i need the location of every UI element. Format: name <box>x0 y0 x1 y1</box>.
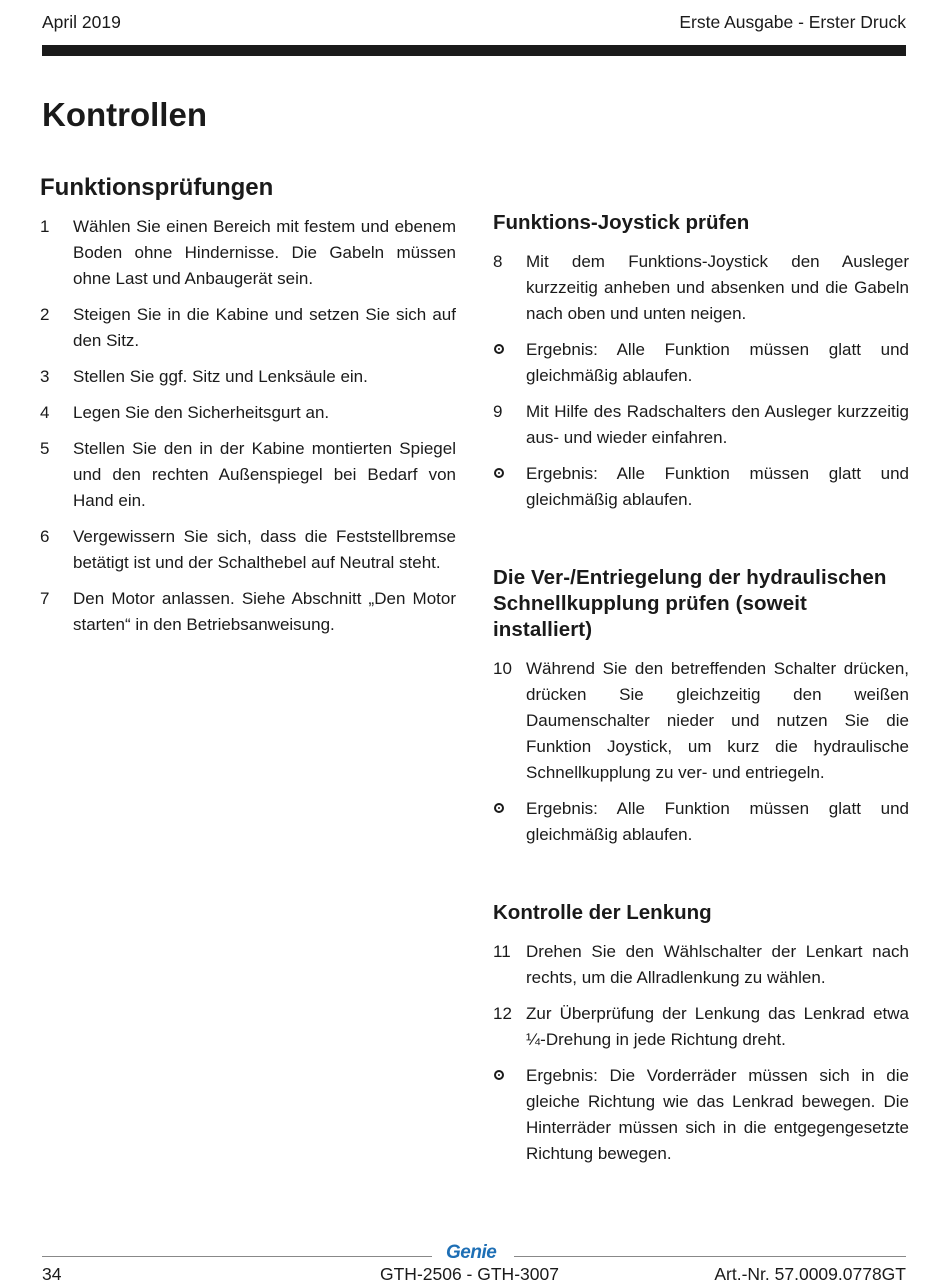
step-text: Drehen Sie den Wählschalter der Lenkart nach rechts, um die Allradlenkung zu wählen. <box>526 942 909 987</box>
result-text: Ergebnis: Alle Funktion müssen glatt und gleichmäßig ablaufen. <box>526 340 909 385</box>
result-item <box>493 1063 909 1167</box>
footer-part-number: Art.-Nr. 57.0009.0778GT <box>714 1264 906 1284</box>
right-column <box>493 210 909 1177</box>
subsection-title-joystick: Funktions-Joystick prüfen <box>493 211 750 234</box>
step-number: 12 <box>493 1004 512 1023</box>
step-text: Mit Hilfe des Radschalters den Ausleger kurzzeitig aus- und wieder einfahren. <box>526 402 909 447</box>
list-item <box>40 302 456 354</box>
list-item <box>40 214 456 292</box>
subsection-title-quick-coupling: Die Ver-/Entriegelung der hydraulischen Schnellkupplung prüfen (soweit installiert) <box>493 566 887 641</box>
step-number: 8 <box>493 252 503 271</box>
step-text: Legen Sie den Sicherheitsgurt an. <box>73 403 330 422</box>
step-number: 10 <box>493 659 512 678</box>
result-item <box>493 796 909 848</box>
step-number: 11 <box>493 942 511 961</box>
result-bullet-icon <box>493 337 526 389</box>
footer-rule-right <box>514 1256 906 1257</box>
step-text: Während Sie den betreffenden Schalter drücken, drücken Sie gleichzeitig den weißen Daumenschalter nieder und nutzen Sie die Funktion Joystick, um kurz die hydraulische Schnellkupplung zu ver- und entriegeln. <box>526 659 909 782</box>
step-number: 6 <box>40 527 50 546</box>
subsection-title-steering: Kontrolle der Lenkung <box>493 901 712 924</box>
step-text: Den Motor anlassen. Siehe Abschnitt „Den Motor starten“ in den Betriebsanweisung. <box>73 589 456 634</box>
step-number: 2 <box>40 305 50 324</box>
footer-rule-left <box>42 1256 432 1257</box>
section-title-function-tests: Funktionsprüfungen <box>40 174 274 201</box>
step-number: 5 <box>40 439 50 458</box>
footer-models: GTH-2506 - GTH-3007 <box>380 1264 559 1284</box>
list-item <box>493 656 909 786</box>
step-number: 3 <box>40 367 50 386</box>
list-item <box>40 400 456 426</box>
left-column <box>40 174 456 648</box>
step-number: 4 <box>40 403 50 422</box>
step-text: Stellen Sie ggf. Sitz und Lenksäule ein. <box>73 367 368 386</box>
result-text: Ergebnis: Alle Funktion müssen glatt und gleichmäßig ablaufen. <box>526 464 909 509</box>
result-bullet-icon <box>493 1063 526 1167</box>
list-item <box>493 1001 909 1053</box>
list-item <box>40 586 456 638</box>
result-bullet-icon <box>493 461 526 513</box>
list-item <box>40 524 456 576</box>
result-text: Ergebnis: Alle Funktion müssen glatt und gleichmäßig ablaufen. <box>526 799 909 844</box>
step-text: Vergewissern Sie sich, dass die Feststellbremse betätigt ist und der Schalthebel auf Neutral steht. <box>73 527 456 572</box>
list-item <box>493 939 909 991</box>
step-text: Zur Überprüfung der Lenkung das Lenkrad etwa ¼-Drehung in jede Richtung dreht. <box>526 1004 909 1049</box>
result-bullet-icon <box>493 796 526 848</box>
list-item <box>493 399 909 451</box>
step-number: 1 <box>40 217 50 236</box>
list-item <box>40 436 456 514</box>
step-text: Steigen Sie in die Kabine und setzen Sie sich auf den Sitz. <box>73 305 456 350</box>
result-item <box>493 461 909 513</box>
header-edition: Erste Ausgabe - Erster Druck <box>679 12 906 32</box>
header-date: April 2019 <box>42 12 121 32</box>
result-text: Ergebnis: Die Vorderräder müssen sich in die gleiche Richtung wie das Lenkrad bewegen. Die Hinterräder müssen sich in die entgegengesetzte Richtung bewegen. <box>526 1066 909 1163</box>
genie-logo: Genie <box>446 1242 497 1263</box>
step-number: 7 <box>40 589 50 608</box>
list-item <box>493 249 909 327</box>
list-item <box>40 364 456 390</box>
step-text: Wählen Sie einen Bereich mit festem und ebenem Boden ohne Hindernisse. Die Gabeln müssen ohne Last und Anbaugerät sein. <box>73 217 456 288</box>
step-number: 9 <box>493 402 503 421</box>
result-item <box>493 337 909 389</box>
header-rule <box>42 45 906 56</box>
page-title: Kontrollen <box>42 96 207 133</box>
page-number: 34 <box>42 1264 62 1284</box>
step-text: Stellen Sie den in der Kabine montierten Spiegel und den rechten Außenspiegel bei Bedarf von Hand ein. <box>73 439 456 510</box>
step-text: Mit dem Funktions-Joystick den Ausleger kurzzeitig anheben und absenken und die Gabeln nach oben und unten neigen. <box>526 252 909 323</box>
